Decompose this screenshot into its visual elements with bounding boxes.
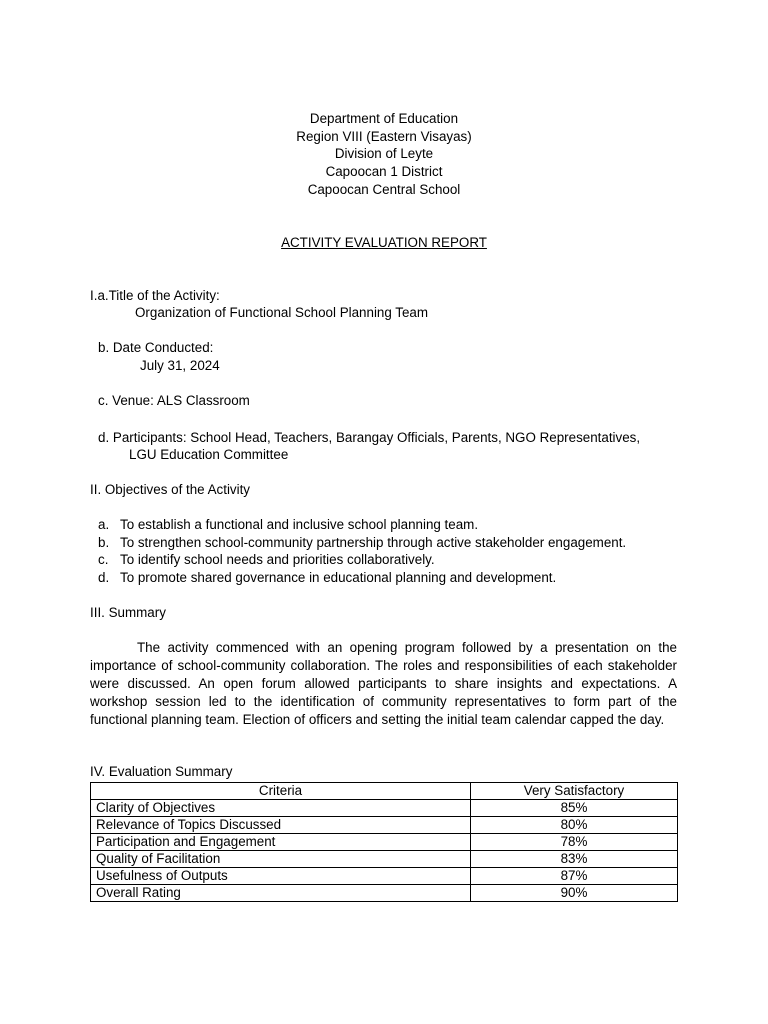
objective-item (98, 534, 626, 552)
objective-text: To establish a functional and inclusive school planning team. (120, 517, 479, 532)
table-row (91, 868, 678, 885)
venue-line: c. Venue: ALS Classroom (98, 393, 250, 408)
column-header-very-satisfactory: Very Satisfactory (471, 783, 678, 800)
objective-letter: c. (98, 552, 109, 567)
participants-line-continued: LGU Education Committee (129, 447, 289, 462)
rating-cell: 80% (471, 817, 678, 834)
criteria-cell: Usefulness of Outputs (91, 868, 471, 885)
criteria-cell: Participation and Engagement (91, 834, 471, 851)
objective-letter: a. (98, 517, 110, 532)
evaluation-heading: IV. Evaluation Summary (90, 764, 233, 779)
activity-title-value: Organization of Functional School Planning Team (135, 305, 429, 320)
letterhead (0, 110, 768, 199)
letterhead-division: Division of Leyte (334, 146, 434, 162)
criteria-cell: Clarity of Objectives (91, 800, 471, 817)
objective-item (98, 569, 556, 587)
objective-item (98, 516, 478, 534)
date-conducted-value: July 31, 2024 (140, 358, 220, 373)
letterhead-region: Region VIII (Eastern Visayas) (296, 128, 472, 144)
column-header-criteria: Criteria (91, 783, 471, 800)
letterhead-district: Capoocan 1 District (325, 164, 443, 180)
criteria-cell: Overall Rating (91, 885, 471, 902)
rating-cell: 85% (471, 800, 678, 817)
rating-cell: 83% (471, 851, 678, 868)
summary-paragraph (90, 639, 677, 729)
objective-text: To promote shared governance in educational planning and development. (120, 569, 557, 585)
summary-heading: III. Summary (90, 605, 166, 620)
summary-text: The activity commenced with an opening program followed by a presentation on the importance of school-community collaboration. The roles and responsibilities of each stakeholder were discussed. An open forum allowed participants to share insights and expectations. A workshop session led to the identification of community representatives to form part of the functional planning team. Election of officers and setting the initial team calendar capped the day. (90, 640, 677, 727)
activity-title-label: I.a.Title of the Activity: (90, 288, 220, 303)
rating-cell: 78% (471, 834, 678, 851)
objective-item (98, 551, 435, 569)
table-row (91, 885, 678, 902)
criteria-cell: Quality of Facilitation (91, 851, 471, 868)
criteria-cell: Relevance of Topics Discussed (91, 817, 471, 834)
evaluation-table (90, 782, 678, 902)
objective-text: To identify school needs and priorities collaboratively. (120, 552, 435, 567)
table-row (91, 817, 678, 834)
objective-letter: b. (98, 534, 110, 550)
table-row (91, 851, 678, 868)
rating-cell: 87% (471, 868, 678, 885)
letterhead-department: Department of Education (309, 111, 459, 126)
letterhead-school: Capoocan Central School (307, 181, 461, 197)
objective-letter: d. (98, 569, 110, 585)
table-row (91, 834, 678, 851)
rating-cell: 90% (471, 885, 678, 902)
table-row (91, 800, 678, 817)
objective-text: To strengthen school-community partnership through active stakeholder engagement. (120, 534, 627, 550)
table-header-row (91, 783, 678, 800)
participants-line: d. Participants: School Head, Teachers, Barangay Officials, Parents, NGO Representatives, (98, 430, 641, 445)
date-conducted-label: b. Date Conducted: (98, 340, 214, 355)
report-title: ACTIVITY EVALUATION REPORT (281, 235, 487, 250)
objectives-heading: II. Objectives of the Activity (90, 482, 251, 497)
